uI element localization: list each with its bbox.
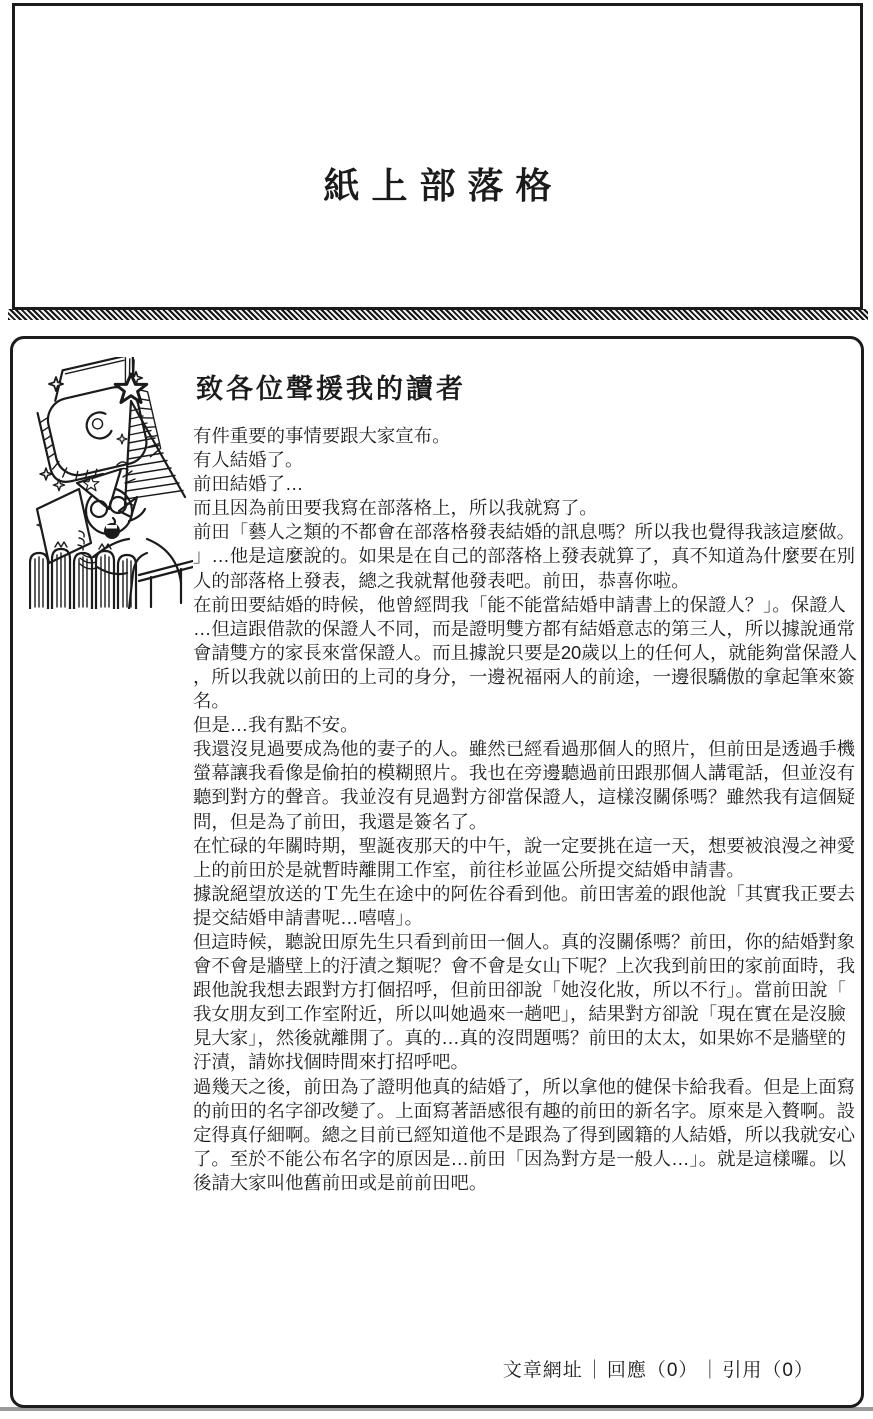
footer-separator: ｜ [700, 1360, 721, 1381]
blog-post-box [10, 336, 864, 1408]
text-line: 問，但是為了前田，我還是簽名了。 [193, 810, 488, 832]
celebration-illustration [29, 357, 193, 609]
text-line: 會不會是牆壁上的汙漬之類呢？會不會是女山下呢？上次我到前田的家前面時，我 [193, 955, 856, 977]
text-line: 跟他說我想去跟對方打個招呼，但前田卻說「她沒化妝，所以不行」。當前田說「 [193, 979, 846, 1001]
text-line: ，所以我就以前田的上司的身分，一邊祝福兩人的前途，一邊很驕傲的拿起筆來簽 [193, 665, 856, 687]
text-line: 我還沒見過要成為他的妻子的人。雖然已經看過那個人的照片，但前田是透過手機 [193, 738, 856, 760]
text-line: 汙漬，請妳找個時間來打招呼吧。 [193, 1051, 469, 1073]
text-line: 見大家」，然後就離開了。真的…真的沒問題嗎？前田的太太，如果妳不是牆壁的 [193, 1027, 846, 1049]
comments-link: 回應（0） [606, 1360, 699, 1381]
text-line: 會請雙方的家長來當保證人。而且據說只要是20歲以上的任何人，就能夠當保證人 [193, 641, 858, 663]
text-line: 有人結婚了。 [193, 449, 304, 471]
text-line: 前田「藝人之類的不都會在部落格發表結婚的訊息嗎？所以我也覺得我該這麼做。 [193, 521, 856, 543]
text-line: 而且因為前田要我寫在部落格上，所以我就寫了。 [193, 497, 598, 519]
text-line: 在前田要結婚的時候，他曾經問我「能不能當結婚申請書上的保證人？」。保證人 [193, 593, 846, 615]
blog-title-box [12, 3, 863, 310]
text-line: 定得真仔細啊。總之目前已經知道他不是跟為了得到國籍的人結婚，所以我就安心 [193, 1123, 856, 1145]
trackback-link: 引用（0） [722, 1360, 814, 1381]
text-line: 在忙碌的年關時期，聖誕夜那天的中午，說一定要挑在這一天，想要被浪漫之神愛 [193, 834, 856, 856]
text-line: 前田結婚了… [193, 473, 304, 495]
text-line: 」…他是這麼說的。如果是在自己的部落格上發表就算了，真不知道為什麼要在別 [193, 545, 856, 567]
text-line: 有件重要的事情要跟大家宣布。 [193, 425, 451, 446]
post-footer [503, 1355, 814, 1382]
text-line: 上的前田於是就暫時離開工作室，前往杉並區公所提交結婚申請書。 [193, 858, 745, 880]
text-line: …但這跟借款的保證人不同，而是證明雙方都有結婚意志的第三人，所以據說通常 [193, 617, 856, 639]
text-line: 據說絕望放送的Ｔ先生在途中的阿佐谷看到他。前田害羞的跟他說「其實我正要去 [193, 882, 856, 904]
text-line: 螢幕讓我看像是偷拍的模糊照片。我也在旁邊聽過前田跟那個人講電話，但並沒有 [193, 762, 856, 784]
title-box-shadow [8, 309, 868, 320]
text-line: 但是…我有點不安。 [193, 714, 359, 736]
text-line: 提交結婚申請書呢…嘻嘻」。 [193, 906, 423, 928]
text-line: 我女朋友到工作室附近，所以叫她過來一趟吧」，結果對方卻說「現在實在是沒臉 [193, 1003, 846, 1025]
text-line: 但這時候，聽說田原先生只看到前田一個人。真的沒關係嗎？前田，你的結婚對象 [193, 930, 856, 952]
text-line: 的前田的名字卻改變了。上面寫著語感很有趣的前田的新名字。原來是入贅啊。設 [193, 1099, 856, 1121]
post-body [193, 424, 857, 1195]
permalink-link: 文章網址 [502, 1360, 583, 1381]
text-line: 了。至於不能公布名字的原因是…前田「因為對方是一般人…」。就是這樣囉。以 [193, 1147, 846, 1169]
text-line: 聽到對方的聲音。我並沒有見過對方卻當保證人，這樣沒關係嗎？雖然我有這個疑 [193, 786, 856, 808]
footer-separator: ｜ [584, 1360, 605, 1381]
blog-title: 紙上部落格 [323, 165, 564, 206]
text-line: 人的部落格上發表，總之我就幫他發表吧。前田，恭喜你啦。 [193, 569, 690, 591]
text-line: 後請大家叫他舊前田或是前前田吧。 [193, 1171, 488, 1193]
text-line: 過幾天之後，前田為了證明他真的結婚了，所以拿他的健保卡給我看。但是上面寫 [193, 1075, 856, 1097]
post-heading: 致各位聲援我的讀者 [196, 374, 466, 404]
text-line: 名。 [193, 690, 230, 712]
